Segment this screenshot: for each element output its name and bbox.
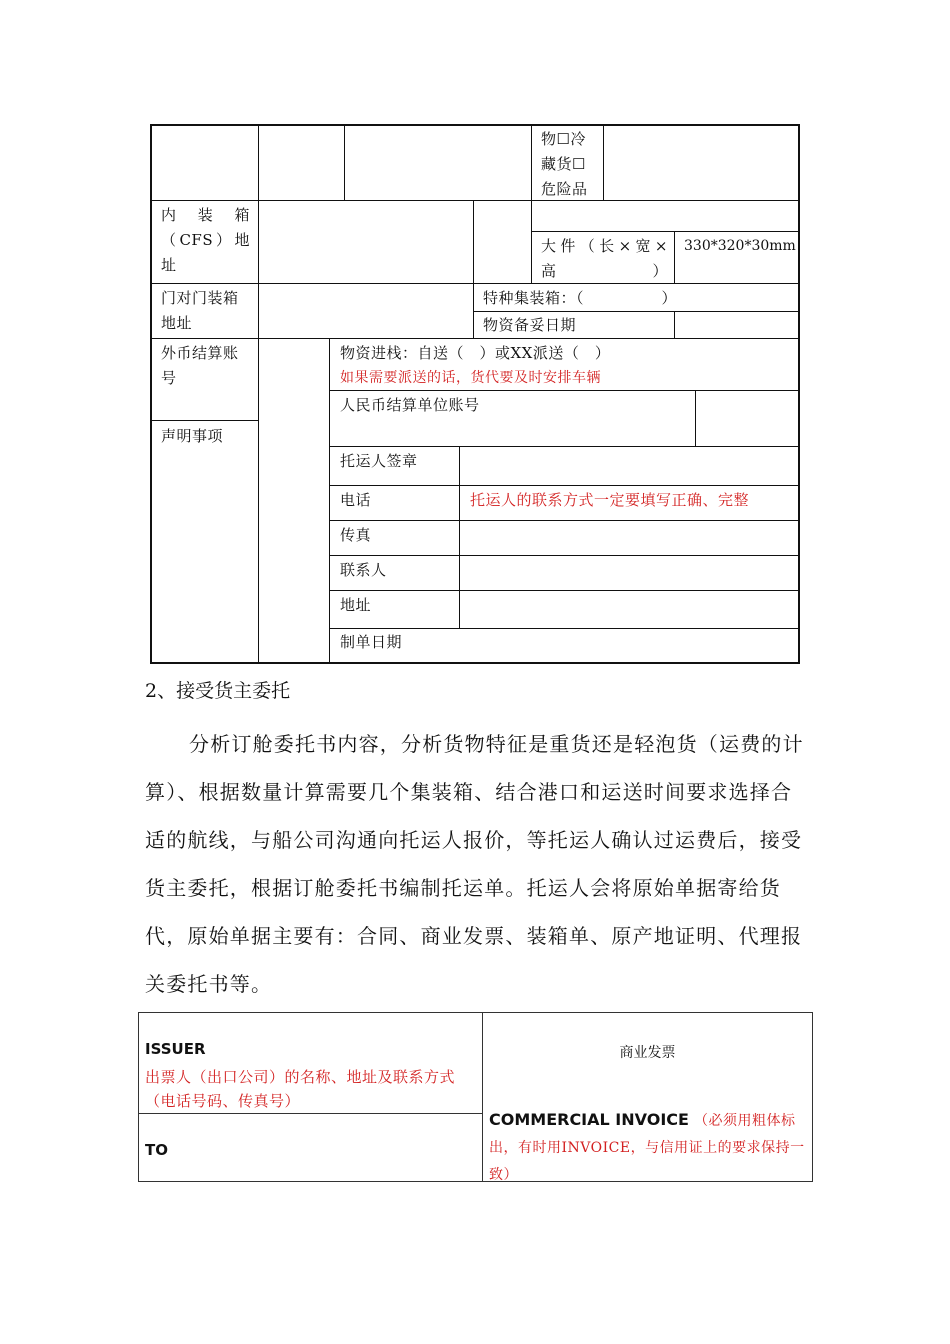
invoice-title-en: COMMERCIAL INVOICE: [489, 1110, 689, 1129]
goods-delivery-label: 物资进栈：自送（ ）或XX派送（ ）: [340, 344, 611, 362]
to-label: TO: [145, 1141, 168, 1159]
table-border-right: [798, 124, 800, 664]
large-piece-value: 330*320*30mm: [684, 238, 796, 254]
issuer-label: ISSUER: [145, 1040, 206, 1058]
phone-note: 托运人的联系方式一定要填写正确、完整: [470, 491, 750, 509]
cfs-address-label: 内装箱（CFS）地址: [161, 206, 250, 274]
section-heading: 2、接受货主委托: [145, 680, 291, 702]
delivery-note: 如果需要派送的话，货代要及时安排车辆: [340, 370, 601, 386]
goods-type-options: 物☐冷藏货☐危险品: [541, 130, 588, 198]
address-label: 地址: [340, 596, 372, 614]
table-border-left: [150, 124, 152, 664]
invoice-title-block: [489, 1107, 809, 1188]
document-date-label: 制单日期: [340, 633, 403, 651]
forex-account-label: 外币结算账号: [161, 344, 239, 387]
statement-label: 声明事项: [161, 427, 224, 445]
rmb-account-label: 人民币结算单位账号: [340, 396, 480, 414]
ready-date-label: 物资备妥日期: [483, 316, 577, 334]
special-container-label: 特种集装箱：（ ）: [483, 289, 678, 307]
table-border-top: [150, 124, 800, 126]
large-piece-label: 大件（长×宽×高）: [541, 237, 668, 280]
phone-label: 电话: [340, 491, 372, 509]
invoice-title-cn: 商业发票: [619, 1045, 676, 1061]
invoice-title-note: （必须用粗体标出，有时用INVOICE，与信用证上的要求保持一致）: [489, 1113, 805, 1183]
issuer-note: 出票人（出口公司）的名称、地址及联系方式（电话号码、传真号）: [145, 1068, 456, 1110]
table-border-bottom: [150, 662, 800, 664]
section-paragraph: 分析订舱委托书内容，分析货物特征是重货还是轻泡货（运费的计算）、根据数量计算需要几个集装箱、结合港口和运送时间要求选择合适的航线，与船公司沟通向托运人报价，等托运人确认过运费后，接受货主委托，根据订舱委托书编制托运单。托运人会将原始单据寄给货代，原始单据主要有：合同、商业发票、装箱单、原产地证明、代理报关委托书等。: [145, 732, 804, 996]
contact-label: 联系人: [340, 561, 387, 579]
shipper-signature-label: 托运人签章: [340, 452, 418, 470]
fax-label: 传真: [340, 526, 372, 544]
door-to-door-label: 门对门装箱地址: [161, 289, 239, 332]
